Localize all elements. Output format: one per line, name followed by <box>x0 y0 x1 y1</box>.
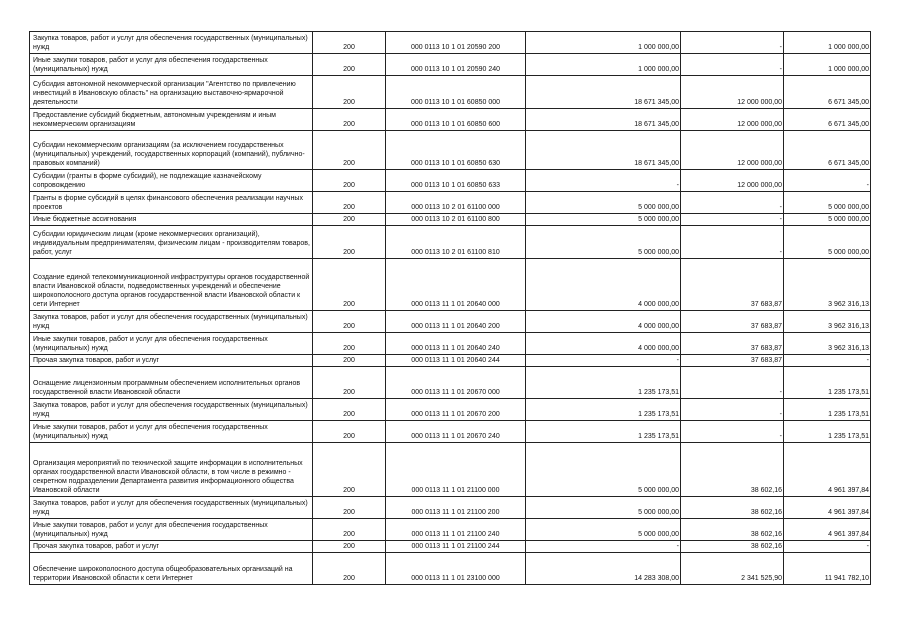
cell-unexecuted: 5 000 000,00 <box>784 214 871 226</box>
cell-unexecuted: 1 235 173,51 <box>784 367 871 399</box>
cell-unexecuted: - <box>784 541 871 553</box>
cell-executed: 12 000 000,00 <box>681 76 784 109</box>
cell-code: 200 <box>313 553 386 585</box>
cell-executed: 12 000 000,00 <box>681 109 784 131</box>
cell-kbk: 000 0113 10 1 01 60850 633 <box>386 170 526 192</box>
cell-executed: 38 602,16 <box>681 519 784 541</box>
cell-unexecuted: - <box>784 355 871 367</box>
cell-assigned: 1 000 000,00 <box>526 32 681 54</box>
cell-executed: 37 683,87 <box>681 259 784 311</box>
cell-unexecuted: 4 961 397,84 <box>784 497 871 519</box>
cell-unexecuted: 6 671 345,00 <box>784 131 871 170</box>
table-row <box>30 192 871 214</box>
table-row <box>30 214 871 226</box>
cell-assigned: 1 235 173,51 <box>526 421 681 443</box>
table-row <box>30 443 871 497</box>
cell-assigned: - <box>526 355 681 367</box>
cell-name: Обеспечение широкополосного доступа общеобразовательных организаций на территории Ивановской области к сети Интернет <box>30 553 313 585</box>
table-row <box>30 497 871 519</box>
cell-unexecuted: 3 962 316,13 <box>784 259 871 311</box>
cell-kbk: 000 0113 11 1 01 20640 240 <box>386 333 526 355</box>
cell-unexecuted: 4 961 397,84 <box>784 519 871 541</box>
cell-kbk: 000 0113 10 2 01 61100 800 <box>386 214 526 226</box>
cell-code: 200 <box>313 214 386 226</box>
cell-unexecuted: 1 235 173,51 <box>784 399 871 421</box>
cell-assigned: 5 000 000,00 <box>526 214 681 226</box>
cell-name: Субсидии юридическим лицам (кроме некоммерческих организаций), индивидуальным предпринимателям, физическим лицам - производителям товаров, работ, услуг <box>30 226 313 259</box>
cell-code: 200 <box>313 192 386 214</box>
cell-name: Прочая закупка товаров, работ и услуг <box>30 355 313 367</box>
cell-executed: 2 341 525,90 <box>681 553 784 585</box>
cell-assigned: 1 235 173,51 <box>526 367 681 399</box>
cell-code: 200 <box>313 421 386 443</box>
cell-executed: - <box>681 421 784 443</box>
cell-kbk: 000 0113 10 1 01 60850 630 <box>386 131 526 170</box>
cell-executed: - <box>681 226 784 259</box>
cell-unexecuted: 1 000 000,00 <box>784 54 871 76</box>
cell-kbk: 000 0113 10 1 01 20590 200 <box>386 32 526 54</box>
cell-executed: - <box>681 367 784 399</box>
cell-kbk: 000 0113 11 1 01 21100 200 <box>386 497 526 519</box>
cell-assigned: 4 000 000,00 <box>526 333 681 355</box>
cell-unexecuted: 4 961 397,84 <box>784 443 871 497</box>
cell-unexecuted: 5 000 000,00 <box>784 226 871 259</box>
cell-assigned: 14 283 308,00 <box>526 553 681 585</box>
budget-table-body <box>30 32 871 585</box>
cell-kbk: 000 0113 11 1 01 20640 200 <box>386 311 526 333</box>
table-row <box>30 553 871 585</box>
report-sheet <box>29 31 870 585</box>
cell-assigned: 4 000 000,00 <box>526 311 681 333</box>
table-row <box>30 170 871 192</box>
cell-kbk: 000 0113 11 1 01 23100 000 <box>386 553 526 585</box>
budget-table <box>29 31 871 585</box>
cell-executed: 37 683,87 <box>681 355 784 367</box>
cell-name: Оснащение лицензионным программным обеспечением исполнительных органов государственной власти Ивановской области <box>30 367 313 399</box>
cell-name: Закупка товаров, работ и услуг для обеспечения государственных (муниципальных) нужд <box>30 399 313 421</box>
table-row <box>30 32 871 54</box>
cell-executed: 12 000 000,00 <box>681 131 784 170</box>
cell-kbk: 000 0113 10 1 01 20590 240 <box>386 54 526 76</box>
cell-executed: 38 602,16 <box>681 541 784 553</box>
cell-code: 200 <box>313 109 386 131</box>
cell-name: Гранты в форме субсидий в целях финансового обеспечения реализации научных проектов <box>30 192 313 214</box>
cell-assigned: 5 000 000,00 <box>526 519 681 541</box>
cell-code: 200 <box>313 333 386 355</box>
table-row <box>30 76 871 109</box>
cell-unexecuted: - <box>784 170 871 192</box>
cell-name: Иные закупки товаров, работ и услуг для обеспечения государственных (муниципальных) нужд <box>30 519 313 541</box>
cell-executed: - <box>681 399 784 421</box>
table-row <box>30 355 871 367</box>
cell-executed: - <box>681 214 784 226</box>
cell-kbk: 000 0113 11 1 01 20670 240 <box>386 421 526 443</box>
cell-name: Закупка товаров, работ и услуг для обеспечения государственных (муниципальных) нужд <box>30 32 313 54</box>
cell-name: Организация мероприятий по технической защите информации в исполнительных органах государственной власти Ивановской области, в том числе в режимно - секретном подразделении Департамента развития информационного общества Ивановской области <box>30 443 313 497</box>
cell-name: Создание единой телекоммуникационной инфраструктуры органов государственной власти Ивановской области, подведомственных учреждений и обеспечение широкополосного доступа органов государственной власти Ивановской области к сети Интернет <box>30 259 313 311</box>
cell-code: 200 <box>313 497 386 519</box>
cell-assigned: 5 000 000,00 <box>526 192 681 214</box>
cell-assigned: 18 671 345,00 <box>526 109 681 131</box>
table-row <box>30 541 871 553</box>
cell-assigned: 4 000 000,00 <box>526 259 681 311</box>
cell-code: 200 <box>313 367 386 399</box>
cell-code: 200 <box>313 76 386 109</box>
cell-assigned: 5 000 000,00 <box>526 226 681 259</box>
cell-assigned: 18 671 345,00 <box>526 131 681 170</box>
cell-unexecuted: 6 671 345,00 <box>784 109 871 131</box>
cell-kbk: 000 0113 11 1 01 21100 000 <box>386 443 526 497</box>
cell-name: Закупка товаров, работ и услуг для обеспечения государственных (муниципальных) нужд <box>30 497 313 519</box>
cell-assigned: - <box>526 170 681 192</box>
cell-unexecuted: 5 000 000,00 <box>784 192 871 214</box>
cell-executed: 38 602,16 <box>681 443 784 497</box>
cell-code: 200 <box>313 32 386 54</box>
cell-name: Субсидии (гранты в форме субсидий), не подлежащие казначейскому сопровождению <box>30 170 313 192</box>
cell-kbk: 000 0113 11 1 01 21100 240 <box>386 519 526 541</box>
cell-unexecuted: 3 962 316,13 <box>784 333 871 355</box>
table-row <box>30 333 871 355</box>
cell-executed: 12 000 000,00 <box>681 170 784 192</box>
cell-kbk: 000 0113 11 1 01 20640 244 <box>386 355 526 367</box>
cell-executed: 38 602,16 <box>681 497 784 519</box>
cell-unexecuted: 3 962 316,13 <box>784 311 871 333</box>
cell-assigned: 1 000 000,00 <box>526 54 681 76</box>
cell-name: Иные закупки товаров, работ и услуг для обеспечения государственных (муниципальных) нужд <box>30 54 313 76</box>
table-row <box>30 367 871 399</box>
table-row <box>30 421 871 443</box>
cell-assigned: 18 671 345,00 <box>526 76 681 109</box>
table-row <box>30 519 871 541</box>
cell-executed: - <box>681 32 784 54</box>
cell-kbk: 000 0113 11 1 01 20670 000 <box>386 367 526 399</box>
cell-assigned: 1 235 173,51 <box>526 399 681 421</box>
cell-unexecuted: 6 671 345,00 <box>784 76 871 109</box>
cell-kbk: 000 0113 10 1 01 60850 600 <box>386 109 526 131</box>
cell-code: 200 <box>313 399 386 421</box>
cell-code: 200 <box>313 131 386 170</box>
table-row <box>30 131 871 170</box>
cell-name: Субсидия автономной некоммерческой организации "Агентство по привлечению инвестиций в Ивановскую область" на организацию выставочно-ярмарочной деятельности <box>30 76 313 109</box>
cell-unexecuted: 1 000 000,00 <box>784 32 871 54</box>
table-row <box>30 311 871 333</box>
cell-code: 200 <box>313 259 386 311</box>
table-row <box>30 259 871 311</box>
cell-kbk: 000 0113 11 1 01 20670 200 <box>386 399 526 421</box>
cell-name: Иные закупки товаров, работ и услуг для обеспечения государственных (муниципальных) нужд <box>30 421 313 443</box>
cell-code: 200 <box>313 226 386 259</box>
cell-unexecuted: 11 941 782,10 <box>784 553 871 585</box>
cell-kbk: 000 0113 10 1 01 60850 000 <box>386 76 526 109</box>
cell-executed: 37 683,87 <box>681 311 784 333</box>
cell-code: 200 <box>313 519 386 541</box>
cell-unexecuted: 1 235 173,51 <box>784 421 871 443</box>
cell-executed: - <box>681 54 784 76</box>
table-row <box>30 399 871 421</box>
cell-name: Субсидии некоммерческим организациям (за исключением государственных (муниципальных) учреждений, государственных корпораций (компаний), публично-правовых компаний) <box>30 131 313 170</box>
cell-code: 200 <box>313 170 386 192</box>
cell-kbk: 000 0113 11 1 01 21100 244 <box>386 541 526 553</box>
cell-code: 200 <box>313 54 386 76</box>
cell-name: Иные закупки товаров, работ и услуг для обеспечения государственных (муниципальных) нужд <box>30 333 313 355</box>
cell-name: Иные бюджетные ассигнования <box>30 214 313 226</box>
cell-kbk: 000 0113 10 2 01 61100 810 <box>386 226 526 259</box>
cell-executed: 37 683,87 <box>681 333 784 355</box>
cell-name: Предоставление субсидий бюджетным, автономным учреждениям и иным некоммерческим организациям <box>30 109 313 131</box>
cell-code: 200 <box>313 355 386 367</box>
cell-code: 200 <box>313 541 386 553</box>
cell-kbk: 000 0113 10 2 01 61100 000 <box>386 192 526 214</box>
table-row <box>30 54 871 76</box>
cell-assigned: - <box>526 541 681 553</box>
cell-code: 200 <box>313 311 386 333</box>
cell-code: 200 <box>313 443 386 497</box>
cell-kbk: 000 0113 11 1 01 20640 000 <box>386 259 526 311</box>
cell-assigned: 5 000 000,00 <box>526 443 681 497</box>
cell-name: Прочая закупка товаров, работ и услуг <box>30 541 313 553</box>
cell-name: Закупка товаров, работ и услуг для обеспечения государственных (муниципальных) нужд <box>30 311 313 333</box>
cell-executed: - <box>681 192 784 214</box>
cell-assigned: 5 000 000,00 <box>526 497 681 519</box>
table-row <box>30 226 871 259</box>
table-row <box>30 109 871 131</box>
